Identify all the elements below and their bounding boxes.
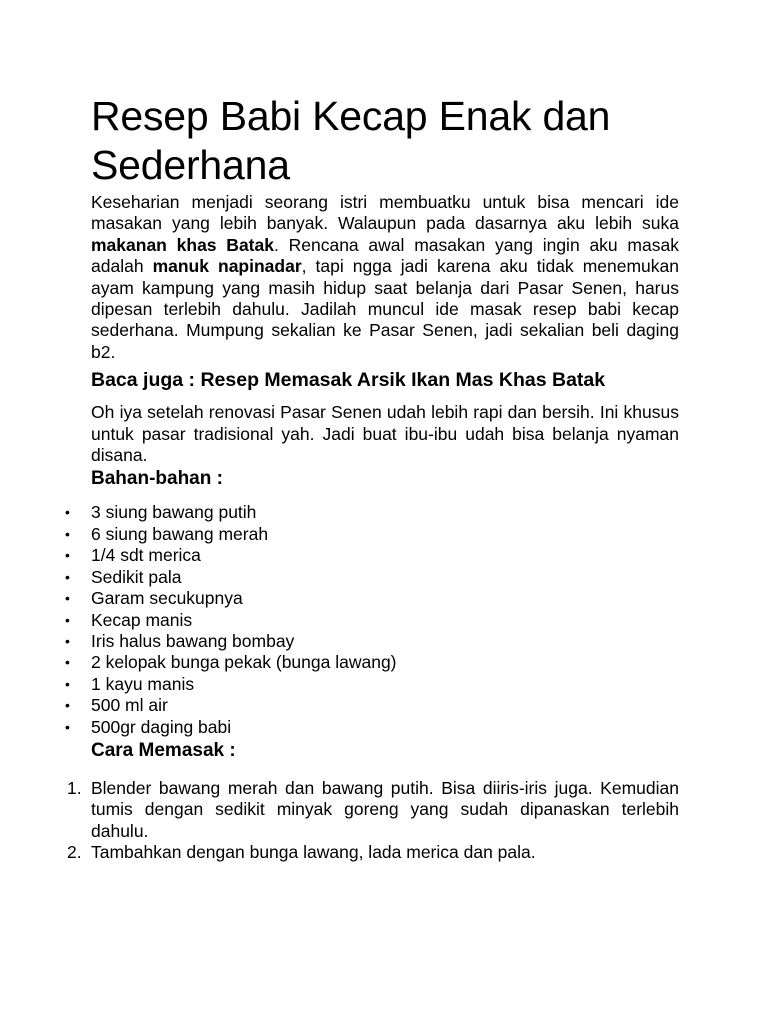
bullet-icon: • bbox=[65, 525, 70, 542]
step-number: 2. bbox=[67, 842, 82, 863]
step-text: Blender bawang merah dan bawang putih. Bisa diiris-iris juga. Kemudian tumis dengan sedikit minyak goreng yang sudah dipanaskan terlebih dahulu. bbox=[91, 777, 679, 841]
intro-text-2: . Rencana awal masakan yang ingin aku masak adalah bbox=[91, 234, 679, 277]
intro-bold-manuk: manuk napinadar bbox=[152, 256, 302, 277]
list-item bbox=[65, 630, 679, 652]
step-text: Tambahkan dengan bunga lawang, lada merica dan pala. bbox=[91, 842, 536, 863]
list-item bbox=[65, 652, 679, 673]
list-item bbox=[65, 502, 679, 523]
bullet-icon: • bbox=[65, 654, 70, 671]
ingredient-text: Iris halus bawang bombay bbox=[91, 630, 295, 651]
list-item bbox=[65, 545, 679, 566]
ingredient-text: Sedikit pala bbox=[91, 566, 182, 587]
ingredient-text: 1 kayu manis bbox=[91, 673, 195, 694]
bullet-icon: • bbox=[65, 590, 70, 607]
cara-heading: Cara Memasak : bbox=[91, 739, 236, 761]
bullet-icon: • bbox=[65, 697, 70, 714]
step-item bbox=[67, 777, 679, 842]
ingredient-text: Garam secukupnya bbox=[91, 588, 243, 609]
bullet-icon: • bbox=[65, 675, 70, 692]
baca-juga-heading: Baca juga : Resep Memasak Arsik Ikan Mas Khas Batak bbox=[91, 369, 606, 392]
list-item bbox=[65, 566, 679, 588]
ingredient-text: 1/4 sdt merica bbox=[91, 545, 201, 566]
bahan-heading: Bahan-bahan : bbox=[91, 468, 223, 490]
list-item bbox=[65, 695, 679, 716]
page-title: Resep Babi Kecap Enak dan Sederhana bbox=[91, 93, 611, 188]
bullet-icon: • bbox=[65, 568, 70, 585]
ingredient-text: Kecap manis bbox=[91, 609, 193, 630]
ingredient-text: 2 kelopak bunga pekak (bunga lawang) bbox=[91, 652, 397, 673]
step-number: 1. bbox=[67, 777, 82, 798]
list-item bbox=[65, 588, 679, 609]
pasar-paragraph: Oh iya setelah renovasi Pasar Senen udah lebih rapi dan bersih. Ini khusus untuk pasar tradisional yah. Jadi buat ibu-ibu udah bisa belanja nyaman disana. bbox=[91, 402, 679, 466]
bullet-icon: • bbox=[65, 611, 70, 628]
bullet-icon: • bbox=[65, 547, 70, 564]
bullet-icon: • bbox=[65, 632, 70, 649]
intro-text-3: , tapi ngga jadi karena aku tidak menemukan ayam kampung yang masih hidup saat belanja dari Pasar Senen, harus dipesan terlebih dahulu. Jadilah muncul ide masak resep babi kecap sederhana. Mumpung sekalian ke Pasar Senen, jadi sekalian beli daging b2. bbox=[91, 256, 679, 362]
intro-paragraph bbox=[91, 192, 679, 363]
bullet-icon: • bbox=[65, 718, 70, 735]
list-item bbox=[65, 673, 679, 695]
ingredient-text: 3 siung bawang putih bbox=[91, 502, 257, 523]
intro-bold-makanan: makanan khas Batak bbox=[91, 234, 274, 255]
document-page bbox=[65, 92, 679, 864]
list-item bbox=[65, 523, 679, 545]
bullet-icon: • bbox=[65, 504, 70, 521]
intro-text-1: Keseharian menjadi seorang istri membuatku untuk bisa mencari ide masakan yang lebih banyak. Walaupun pada dasarnya aku lebih suka bbox=[91, 192, 679, 234]
ingredient-text: 500gr daging babi bbox=[91, 716, 232, 737]
steps-list bbox=[67, 777, 679, 864]
list-item bbox=[65, 609, 679, 631]
step-item bbox=[67, 842, 679, 863]
ingredient-text: 500 ml air bbox=[91, 695, 168, 716]
list-item bbox=[65, 716, 679, 738]
ingredient-text: 6 siung bawang merah bbox=[91, 523, 269, 544]
ingredient-list bbox=[65, 502, 679, 737]
